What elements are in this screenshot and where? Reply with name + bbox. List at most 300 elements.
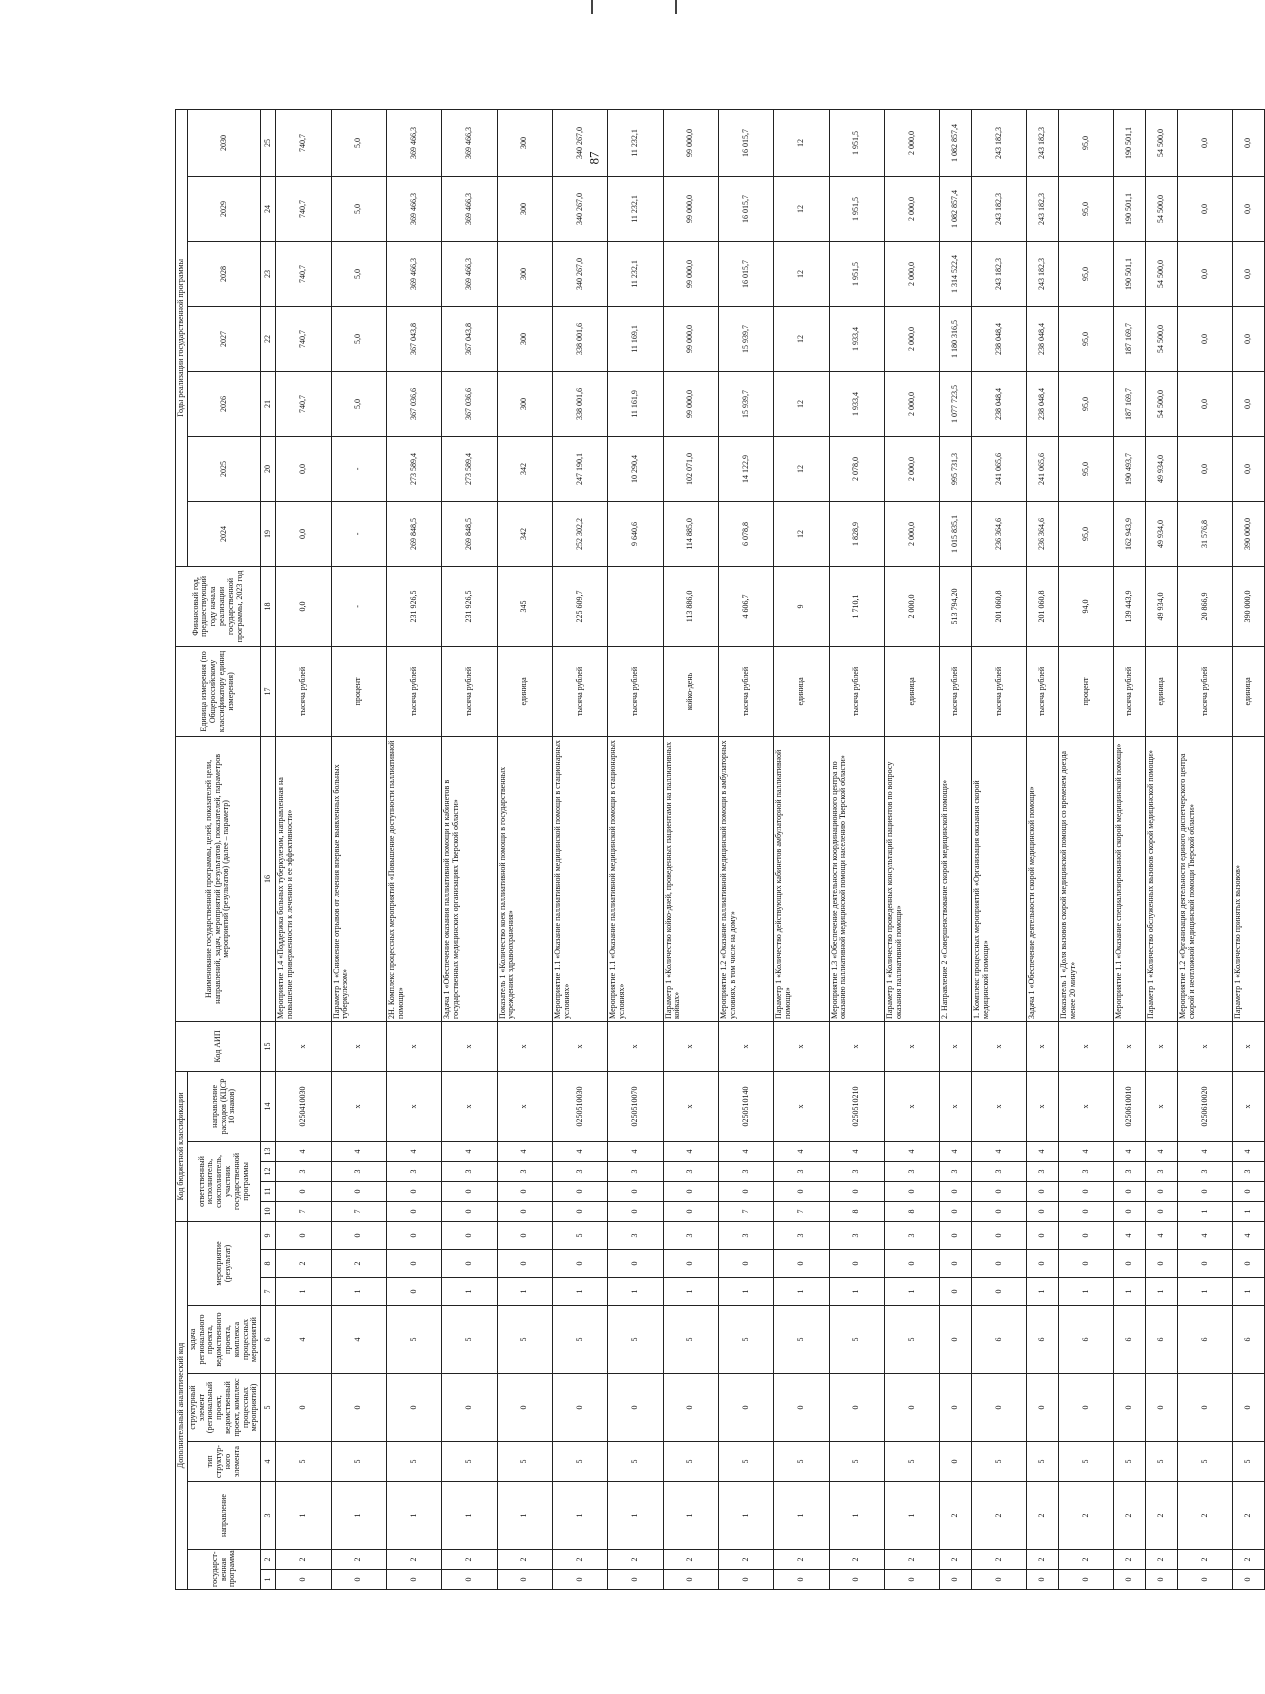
unit-cell: тысяча рублей — [718, 646, 773, 736]
code-cell: 0 — [1233, 1570, 1265, 1590]
year-value-cell: 238 048,4 — [1027, 306, 1059, 371]
table-row — [1059, 109, 1114, 1589]
base-year-cell: 0,0 — [276, 566, 331, 646]
year-value-cell: 269 848,5 — [442, 501, 497, 566]
year-value-cell: 190 501,1 — [1114, 241, 1146, 306]
code-cell: 4 — [276, 1141, 331, 1161]
table-row — [972, 109, 1027, 1589]
code-cell: 0 — [608, 1181, 663, 1201]
code-cell: 0 — [774, 1374, 829, 1442]
year-value-cell: 390 000,0 — [1233, 501, 1265, 566]
year-value-cell: 0,0 — [276, 501, 331, 566]
code-cell: 4 — [331, 1141, 386, 1161]
code-cell: 3 — [940, 1161, 972, 1181]
year-value-cell: 11 232,1 — [608, 109, 663, 176]
code-cell: 7 — [331, 1201, 386, 1221]
year-value-cell: 95,0 — [1059, 436, 1114, 501]
base-year-cell: 139 443,9 — [1114, 566, 1146, 646]
year-value-cell: 236 364,6 — [1027, 501, 1059, 566]
code-cell: 0 — [1027, 1570, 1059, 1590]
year-value-cell: 1 077 723,5 — [940, 371, 972, 436]
code-cell: 0250610010 — [1114, 1071, 1146, 1141]
item-name-cell: 1. Комплекс процессных мероприятий «Организация оказания скорой медицинской помощи» — [972, 736, 1027, 1021]
column-number: 5 — [261, 1374, 276, 1442]
year-value-cell: 102 071,0 — [663, 436, 718, 501]
code-cell: 5 — [1146, 1442, 1178, 1482]
code-cell: 0 — [442, 1221, 497, 1249]
year-value-cell: 6 078,8 — [718, 501, 773, 566]
table-row — [940, 109, 972, 1589]
year-value-cell: 238 048,4 — [972, 371, 1027, 436]
table-row — [331, 109, 386, 1589]
code-cell: x — [608, 1021, 663, 1071]
base-year-cell: 225 609,7 — [552, 566, 607, 646]
code-cell: 5 — [442, 1442, 497, 1482]
code-cell: 2 — [940, 1550, 972, 1570]
code-cell: 4 — [884, 1141, 939, 1161]
code-cell: 5 — [608, 1442, 663, 1482]
year-value-cell: 740,7 — [276, 306, 331, 371]
unit-cell: тысяча рублей — [1027, 646, 1059, 736]
year-value-cell: 16 015,7 — [718, 109, 773, 176]
code-cell: 4 — [1146, 1141, 1178, 1161]
header-year: 2024 — [187, 501, 260, 566]
code-cell: 0 — [331, 1181, 386, 1201]
unit-cell: тысяча рублей — [386, 646, 441, 736]
year-value-cell: 369 466,3 — [442, 176, 497, 241]
code-cell: 0 — [497, 1250, 552, 1278]
code-cell: 6 — [972, 1306, 1027, 1374]
code-cell: 0 — [940, 1250, 972, 1278]
code-cell: 1 — [497, 1482, 552, 1550]
unit-cell: тысяча рублей — [1114, 646, 1146, 736]
code-cell: 2 — [497, 1550, 552, 1570]
code-cell: 0 — [1146, 1181, 1178, 1201]
code-cell: 1 — [829, 1278, 884, 1306]
year-value-cell: 54 500,0 — [1146, 371, 1178, 436]
year-value-cell: 300 — [497, 176, 552, 241]
header-program: государст-венная программа — [187, 1550, 260, 1590]
code-cell: 0 — [940, 1278, 972, 1306]
code-cell: 4 — [1027, 1141, 1059, 1161]
header-budget-code: Код бюджетной классификации — [176, 1071, 188, 1221]
code-cell: 0 — [608, 1250, 663, 1278]
year-value-cell: 1 951,5 — [829, 241, 884, 306]
code-cell: 4 — [1114, 1221, 1146, 1249]
code-cell: x — [1114, 1021, 1146, 1071]
code-cell: 0 — [1146, 1201, 1178, 1221]
code-cell: 0 — [386, 1374, 441, 1442]
code-cell: 1 — [552, 1278, 607, 1306]
year-value-cell: 95,0 — [1059, 306, 1114, 371]
table-row — [829, 109, 884, 1589]
code-cell: 0250610020 — [1177, 1071, 1232, 1141]
item-name-cell: Показатель 1 «Количество коек паллиативной помощи в государственных учреждениях здравоохранения» — [497, 736, 552, 1021]
rotated-table-area — [175, 120, 1265, 1590]
code-cell: x — [331, 1021, 386, 1071]
year-value-cell: 95,0 — [1059, 241, 1114, 306]
year-value-cell: 740,7 — [276, 371, 331, 436]
unit-cell: единица — [497, 646, 552, 736]
code-cell: x — [718, 1021, 773, 1071]
item-name-cell: 2Н. Комплекс процессных мероприятий «Повышение доступности паллиативной помощи» — [386, 736, 441, 1021]
code-cell: 2 — [1233, 1482, 1265, 1550]
year-value-cell: 54 500,0 — [1146, 241, 1178, 306]
code-cell: 0 — [1146, 1570, 1178, 1590]
code-cell: 0 — [972, 1181, 1027, 1201]
code-cell: 0 — [442, 1570, 497, 1590]
code-cell: x — [331, 1071, 386, 1141]
year-value-cell: 0,0 — [1233, 176, 1265, 241]
code-cell: 0 — [718, 1181, 773, 1201]
code-cell: 2 — [331, 1250, 386, 1278]
year-value-cell: 190 501,1 — [1114, 109, 1146, 176]
unit-cell: тысяча рублей — [940, 646, 972, 736]
code-cell: 2 — [1114, 1482, 1146, 1550]
item-name-cell: Задача 1 «Обеспечение оказания паллиативной помощи и кабинетов в государственных медицинских организациях Тверской области» — [442, 736, 497, 1021]
code-cell: 3 — [1027, 1161, 1059, 1181]
unit-cell: процент — [1059, 646, 1114, 736]
code-cell: 5 — [386, 1442, 441, 1482]
code-cell: 3 — [608, 1221, 663, 1249]
code-cell: 3 — [829, 1161, 884, 1181]
year-value-cell: 740,7 — [276, 109, 331, 176]
year-value-cell: 12 — [774, 109, 829, 176]
year-value-cell: 995 731,3 — [940, 436, 972, 501]
code-cell: 0 — [972, 1278, 1027, 1306]
column-number: 10 — [261, 1201, 276, 1221]
year-value-cell: 11 169,1 — [608, 306, 663, 371]
code-cell: 0 — [386, 1221, 441, 1249]
column-number: 24 — [261, 176, 276, 241]
code-cell: 7 — [718, 1201, 773, 1221]
table-row — [663, 109, 718, 1589]
code-cell: 0 — [276, 1570, 331, 1590]
code-cell: 5 — [774, 1306, 829, 1374]
code-cell: 3 — [552, 1161, 607, 1181]
code-cell: x — [663, 1021, 718, 1071]
year-value-cell: 2 000,0 — [884, 501, 939, 566]
code-cell: x — [1027, 1071, 1059, 1141]
year-value-cell: 300 — [497, 241, 552, 306]
code-cell: 4 — [663, 1141, 718, 1161]
code-cell: 0 — [1114, 1570, 1146, 1590]
code-cell: x — [1059, 1021, 1114, 1071]
code-cell: x — [386, 1071, 441, 1141]
table-row — [884, 109, 939, 1589]
year-value-cell: 0,0 — [1177, 306, 1232, 371]
year-value-cell: 243 182,3 — [972, 176, 1027, 241]
code-cell: 2 — [829, 1550, 884, 1570]
year-value-cell: 740,7 — [276, 241, 331, 306]
code-cell: 1 — [331, 1482, 386, 1550]
code-cell: 2 — [1059, 1550, 1114, 1570]
code-cell: 3 — [1114, 1161, 1146, 1181]
header-years-group: Годы реализации государственной программы — [176, 109, 188, 566]
unit-cell: тысяча рублей — [552, 646, 607, 736]
year-value-cell: 241 065,6 — [1027, 436, 1059, 501]
table-row — [1233, 109, 1265, 1589]
page-number: 87 — [586, 151, 602, 165]
code-cell: 2 — [718, 1550, 773, 1570]
table-row — [276, 109, 331, 1589]
code-cell: 1 — [1233, 1278, 1265, 1306]
year-value-cell: 54 500,0 — [1146, 176, 1178, 241]
code-cell: 3 — [718, 1221, 773, 1249]
code-cell: 0 — [331, 1221, 386, 1249]
code-cell: x — [1233, 1071, 1265, 1141]
code-cell: 0 — [829, 1181, 884, 1201]
year-value-cell: 340 267,0 — [552, 109, 607, 176]
unit-cell: тысяча рублей — [1177, 646, 1232, 736]
table-row — [1177, 109, 1232, 1589]
code-cell: 0 — [1059, 1250, 1114, 1278]
base-year-cell: 231 926,5 — [386, 566, 441, 646]
year-value-cell: 367 043,8 — [386, 306, 441, 371]
year-value-cell: 95,0 — [1059, 371, 1114, 436]
year-value-cell: 273 589,4 — [386, 436, 441, 501]
table-row — [608, 109, 663, 1589]
table-row — [718, 109, 773, 1589]
code-cell: 0 — [940, 1181, 972, 1201]
code-cell: 0 — [497, 1570, 552, 1590]
year-value-cell: 31 576,8 — [1177, 501, 1232, 566]
year-value-cell: 367 036,6 — [386, 371, 441, 436]
year-value-cell: 12 — [774, 176, 829, 241]
code-cell: 1 — [1059, 1278, 1114, 1306]
code-cell: 5 — [552, 1221, 607, 1249]
program-table — [175, 109, 1265, 1590]
code-cell: 0 — [663, 1181, 718, 1201]
code-cell: 1 — [1114, 1278, 1146, 1306]
column-number: 15 — [261, 1021, 276, 1071]
code-cell: x — [497, 1021, 552, 1071]
code-cell: 6 — [1146, 1306, 1178, 1374]
unit-cell: единица — [774, 646, 829, 736]
table-row — [1146, 109, 1178, 1589]
year-value-cell: 1 828,9 — [829, 501, 884, 566]
code-cell: 0 — [497, 1374, 552, 1442]
code-cell: x — [1059, 1071, 1114, 1141]
year-value-cell: 236 364,6 — [972, 501, 1027, 566]
code-cell: 0 — [442, 1250, 497, 1278]
code-cell: 2 — [608, 1550, 663, 1570]
year-value-cell: 12 — [774, 306, 829, 371]
year-value-cell: 369 466,3 — [442, 109, 497, 176]
year-value-cell: 342 — [497, 501, 552, 566]
year-value-cell: 16 015,7 — [718, 176, 773, 241]
code-cell: 0 — [663, 1570, 718, 1590]
code-cell: 3 — [1233, 1161, 1265, 1181]
code-cell: 3 — [972, 1161, 1027, 1181]
code-cell: 0 — [663, 1374, 718, 1442]
base-year-cell: 20 866,9 — [1177, 566, 1232, 646]
item-name-cell: 2. Направление 2 «Совершенствование скорой медицинской помощи» — [940, 736, 972, 1021]
code-cell: 2 — [1146, 1550, 1178, 1570]
code-cell: 0 — [386, 1181, 441, 1201]
code-cell: 7 — [276, 1201, 331, 1221]
code-cell: 2 — [972, 1482, 1027, 1550]
unit-cell: тысяча рублей — [608, 646, 663, 736]
code-cell: 4 — [442, 1141, 497, 1161]
code-cell: 1 — [276, 1482, 331, 1550]
code-cell: 3 — [608, 1161, 663, 1181]
code-cell: 0 — [552, 1181, 607, 1201]
code-cell: 4 — [608, 1141, 663, 1161]
year-value-cell: 5,0 — [331, 306, 386, 371]
code-cell: 0 — [331, 1374, 386, 1442]
code-cell: 1 — [1233, 1201, 1265, 1221]
code-cell: 1 — [774, 1482, 829, 1550]
header-year: 2025 — [187, 436, 260, 501]
code-cell: 0 — [718, 1374, 773, 1442]
code-cell: 1 — [608, 1278, 663, 1306]
year-value-cell: 14 122,9 — [718, 436, 773, 501]
table-row — [1027, 109, 1059, 1589]
year-value-cell: 15 939,7 — [718, 306, 773, 371]
year-value-cell: 338 001,6 — [552, 306, 607, 371]
code-cell: 0 — [829, 1374, 884, 1442]
unit-cell: тысяча рублей — [972, 646, 1027, 736]
code-cell: 7 — [774, 1201, 829, 1221]
column-number: 6 — [261, 1306, 276, 1374]
code-cell: x — [1027, 1021, 1059, 1071]
year-value-cell: 95,0 — [1059, 501, 1114, 566]
code-cell: 0 — [552, 1570, 607, 1590]
code-cell: 0 — [1027, 1181, 1059, 1201]
code-cell: 0 — [386, 1250, 441, 1278]
code-cell: x — [884, 1071, 939, 1141]
code-cell: 5 — [663, 1306, 718, 1374]
code-cell: 5 — [497, 1442, 552, 1482]
year-value-cell: 340 267,0 — [552, 241, 607, 306]
code-cell: 3 — [1177, 1161, 1232, 1181]
code-cell: 1 — [552, 1482, 607, 1550]
year-value-cell: 2 000,0 — [884, 176, 939, 241]
unit-cell: тысяча рублей — [442, 646, 497, 736]
year-value-cell: 1 933,4 — [829, 306, 884, 371]
scan-mark — [675, 0, 677, 14]
code-cell: 0 — [1059, 1221, 1114, 1249]
base-year-cell: 201 060,8 — [1027, 566, 1059, 646]
code-cell: 0 — [552, 1374, 607, 1442]
item-name-cell: Параметр 1 «Снижение отрывов от лечения впервые выявленных больных туберкулезом» — [331, 736, 386, 1021]
code-cell: 2 — [386, 1550, 441, 1570]
base-year-cell: 231 926,5 — [442, 566, 497, 646]
code-cell: 0 — [608, 1201, 663, 1221]
code-cell: 5 — [718, 1442, 773, 1482]
column-number: 1 — [261, 1570, 276, 1590]
year-value-cell: 54 500,0 — [1146, 306, 1178, 371]
code-cell: 0 — [552, 1201, 607, 1221]
code-cell: 3 — [884, 1221, 939, 1249]
code-cell: 0 — [331, 1570, 386, 1590]
year-value-cell: 243 182,3 — [1027, 176, 1059, 241]
year-value-cell: 2 000,0 — [884, 109, 939, 176]
year-value-cell: 2 000,0 — [884, 241, 939, 306]
year-value-cell: 0,0 — [1233, 306, 1265, 371]
header-expense: направление расходов (КЦСР 10 знаков) — [187, 1071, 260, 1141]
year-value-cell: 300 — [497, 109, 552, 176]
code-cell: 0 — [442, 1201, 497, 1221]
year-value-cell: - — [331, 436, 386, 501]
code-cell: x — [972, 1021, 1027, 1071]
column-number: 7 — [261, 1278, 276, 1306]
column-number: 17 — [261, 646, 276, 736]
column-number: 2 — [261, 1550, 276, 1570]
year-value-cell: 99 000,0 — [663, 241, 718, 306]
item-name-cell: Мероприятие 1.2 «Оказание паллиативной медицинской помощи в амбулаторных условиях, в том числе на дому» — [718, 736, 773, 1021]
code-cell: 0 — [1059, 1374, 1114, 1442]
code-cell: 4 — [829, 1141, 884, 1161]
code-cell: x — [774, 1021, 829, 1071]
column-number: 3 — [261, 1482, 276, 1550]
code-cell: 0 — [276, 1181, 331, 1201]
code-cell: 0 — [972, 1221, 1027, 1249]
column-number: 19 — [261, 501, 276, 566]
year-value-cell: 9 640,6 — [608, 501, 663, 566]
code-cell: 3 — [276, 1161, 331, 1181]
year-value-cell: 0,0 — [1177, 371, 1232, 436]
code-cell: 0250510030 — [552, 1071, 607, 1141]
year-value-cell: 238 048,4 — [1027, 371, 1059, 436]
year-value-cell: 54 500,0 — [1146, 109, 1178, 176]
year-value-cell: 1 951,5 — [829, 176, 884, 241]
year-value-cell: 1 015 835,1 — [940, 501, 972, 566]
code-cell: 8 — [884, 1201, 939, 1221]
code-cell: 0 — [442, 1374, 497, 1442]
year-value-cell: 338 001,6 — [552, 371, 607, 436]
header-task: задача регионального проекта, ведомственного проекта, комплекса процессных мероприятий — [187, 1306, 260, 1374]
year-value-cell: 369 466,3 — [386, 109, 441, 176]
code-cell: 1 — [442, 1278, 497, 1306]
code-cell: 0 — [940, 1570, 972, 1590]
code-cell: 2 — [884, 1550, 939, 1570]
item-name-cell: Мероприятие 1.4 «Поддержка больных туберкулезом, направленная на повышение приверженности к лечению и ее эффективности» — [276, 736, 331, 1021]
year-value-cell: 99 000,0 — [663, 306, 718, 371]
base-year-cell: 201 060,8 — [972, 566, 1027, 646]
code-cell: 0 — [1233, 1181, 1265, 1201]
item-name-cell: Показатель 1 «Доля вызовов скорой медицинской помощи со временем доезда менее 20 минут» — [1059, 736, 1114, 1021]
code-cell: 4 — [1146, 1221, 1178, 1249]
base-year-cell: 9 — [774, 566, 829, 646]
header-struct-element: структурный элемент (региональный проект, ведомственный проект, комплекс процессных мероприятий) — [187, 1374, 260, 1442]
year-value-cell: 15 939,7 — [718, 371, 773, 436]
code-cell: 4 — [972, 1141, 1027, 1161]
code-cell: 5 — [276, 1442, 331, 1482]
year-value-cell: 11 161,9 — [608, 371, 663, 436]
year-value-cell: 1 933,4 — [829, 371, 884, 436]
item-name-cell: Параметр 1 «Количество действующих кабинетов амбулаторной паллиативной помощи» — [774, 736, 829, 1021]
code-cell: 0 — [1177, 1181, 1232, 1201]
column-number: 25 — [261, 109, 276, 176]
unit-cell: единица — [1146, 646, 1178, 736]
code-cell: x — [1146, 1021, 1178, 1071]
code-cell: 0 — [663, 1201, 718, 1221]
code-cell: x — [774, 1071, 829, 1141]
code-cell: 0 — [1114, 1181, 1146, 1201]
header-base-year: Финансовый год, предшествующий году начала реализации государственной программы, 2023 год — [176, 566, 261, 646]
year-value-cell: 2 000,0 — [884, 306, 939, 371]
code-cell: 0 — [497, 1221, 552, 1249]
code-cell: 3 — [663, 1161, 718, 1181]
year-value-cell: 243 182,3 — [1027, 109, 1059, 176]
code-cell: 1 — [1177, 1201, 1232, 1221]
code-cell: 0 — [1177, 1250, 1232, 1278]
code-cell: 3 — [442, 1161, 497, 1181]
item-name-cell: Мероприятие 1.3 «Обеспечение деятельности координационного центра по оказанию паллиативной медицинской помощи населению Тверской области» — [829, 736, 884, 1021]
code-cell: 1 — [663, 1278, 718, 1306]
